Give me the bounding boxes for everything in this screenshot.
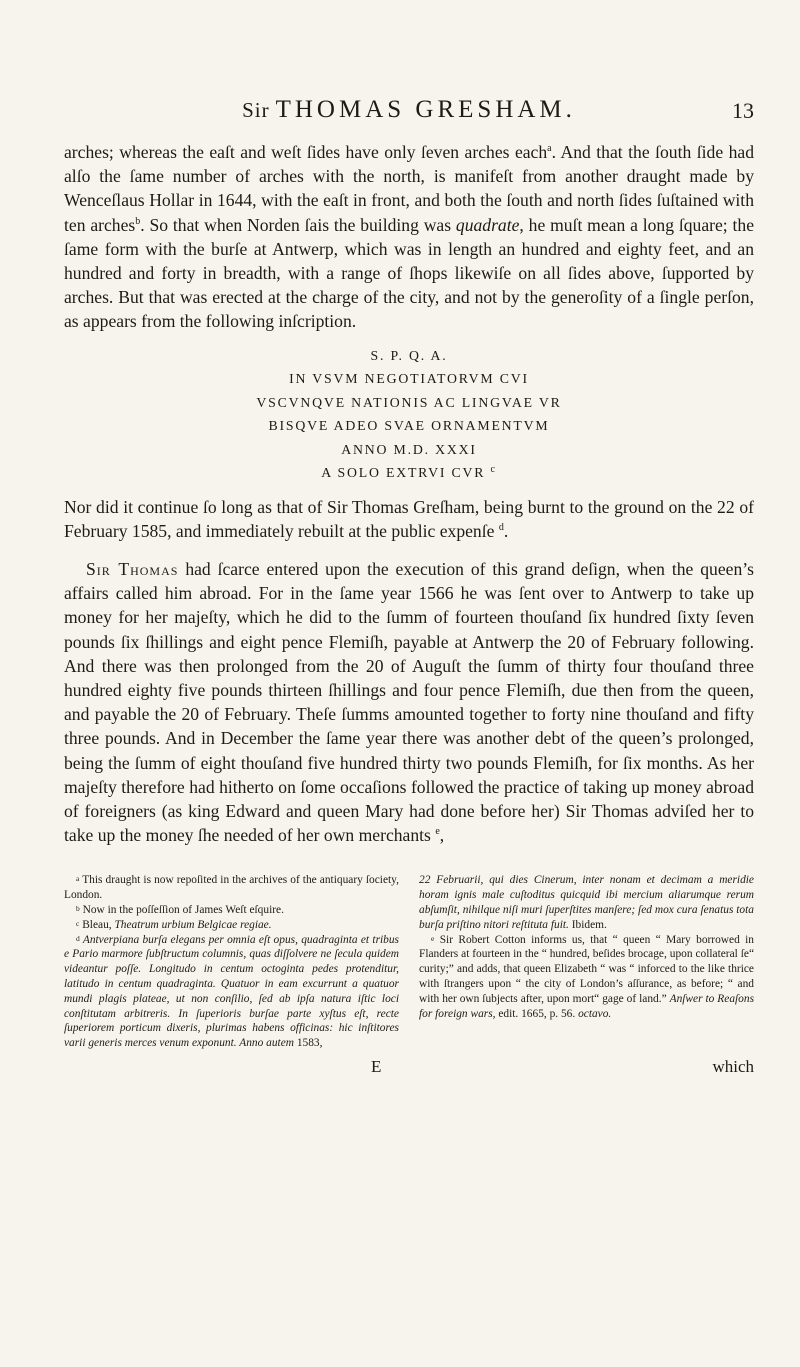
italic-word: quadrate bbox=[455, 214, 520, 235]
footnote-mark: e bbox=[431, 933, 435, 943]
footnote-italic: octavo. bbox=[578, 1007, 612, 1020]
inscription-line: IN VSVM NEGOTIATORVM CVI bbox=[289, 371, 529, 387]
page-number: 13 bbox=[732, 98, 754, 123]
footnote-text: Ibidem. bbox=[568, 918, 607, 931]
footnote-d bbox=[64, 933, 399, 1051]
paragraph-3 bbox=[64, 557, 754, 847]
running-head bbox=[64, 96, 754, 140]
signature-mark: E bbox=[371, 1057, 382, 1077]
inscription-line: BISQVE ADEO SVAE ORNAMENTVM bbox=[268, 418, 550, 434]
footnote-c bbox=[64, 918, 399, 933]
footnote-ref-d: d bbox=[498, 521, 504, 533]
footnote-e bbox=[419, 933, 754, 1022]
main-text bbox=[64, 140, 754, 847]
book-page bbox=[64, 96, 754, 1083]
footnote-mark: d bbox=[76, 933, 80, 943]
footnote-a bbox=[64, 873, 399, 903]
footnote-d-continued bbox=[419, 873, 754, 932]
inscription-text: A SOLO EXTRVI CVR bbox=[321, 465, 486, 481]
footnote-text: Now in the poſſeſſion of James Weſt eſquire. bbox=[79, 904, 284, 917]
footnote-text: This draught is now repoſited in the archives of the antiquary ſociety, London. bbox=[64, 874, 399, 902]
footnote-text: 1583, bbox=[293, 1037, 323, 1050]
text-run: had ſcarce entered upon the execution of this grand deſign, when the queen’s affairs called him abroad. For in the ſame year 1566 he was ſent over to Antwerp to take up money for her majeſty, which he did to the ſumm of fourteen thouſand ſix hundred ſixty ſeven pounds ſix ſhillings and eight pence Flemiſh, payable at Antwerp the 20 of February following. And there was then prolonged from the 20 of Auguſt the ſumm of thirty four thouſand three hundred eighty five pounds thirteen ſhillings and four pence Flemiſh, due then from the queen, and payable the 20 of February. Theſe ſumms amounted together to forty nine thouſand and fifty three pounds. And in December the ſame year there was another debt of the queen’s prolonged, being the ſumm of eight thouſand five hundred thirty two pounds Flemiſh, for ſix months. As her majeſty therefore had hitherto on ſome occaſions followed the practice of taking up money abroad of foreigners (as king Edward and queen Mary had done before her) Sir Thomas adviſed her to take up the money ſhe needed of her own merchants bbox=[64, 559, 754, 846]
running-head-title: THOMAS GRESHAM. bbox=[275, 96, 576, 123]
inscription-line: S. P. Q. A. bbox=[370, 347, 448, 363]
footnote-italic: Theatrum urbium Belgicae regiae. bbox=[114, 918, 272, 931]
text-run: . So that when Norden ſais the building was bbox=[140, 214, 456, 235]
footnote-ref-b: b bbox=[135, 215, 141, 227]
text-run: arches; whereas the eaſt and weſt ſides have only ſeven arches each bbox=[64, 142, 548, 162]
footnotes-right-column bbox=[419, 873, 754, 1051]
footnote-mark: a bbox=[76, 874, 80, 884]
paragraph-1 bbox=[64, 140, 754, 334]
text-run: . And that the ſouth ſide had alſo the ſame number of arches with the north, is manifeſt from another draught made by Wenceſlaus Hollar in 1644, with the eaſt in front, and both the ſouth and north ſides ſuſtained with ten arches bbox=[64, 142, 754, 235]
paragraph-2 bbox=[64, 495, 754, 543]
text-run: Nor did it continue ſo long as that of Sir Thomas Greſham, being burnt to the ground on the 22 of February 1585, and immediately rebuilt at the public expenſe bbox=[64, 496, 754, 541]
text-run: , bbox=[439, 825, 445, 846]
page-footer bbox=[64, 1057, 754, 1083]
footnotes bbox=[64, 873, 754, 1051]
footnotes-left-column bbox=[64, 873, 399, 1051]
footnote-mark: b bbox=[76, 904, 80, 914]
footnote-ref-a: a bbox=[547, 143, 552, 154]
footnote-text: Sir Robert Cotton informs us, that “ queen “ Mary borrowed in Flanders at fourteen in the “ hundred, beſides brocage, upon collateral ſe“ curity;” and adds, that queen Elizabeth “ was “ inforced to the like thrice with ſtrangers upon “ the city of London’s aſſurance, as before; “ and with her own ſubjects after, upon mort“ gage of land.” bbox=[419, 933, 754, 1005]
footnote-b bbox=[64, 903, 399, 918]
lead-in: Sir Thomas bbox=[86, 559, 179, 580]
footnote-italic: Antverpiana burſa elegans per omnia eſt opus, quadraginta et tribus e Pario marmore ſubſtructum columnis, quas diſſolvere ne ſecula quidem videantur poſſe. Longitudo in centum octoginta pedes protenditur, latitudo in centum quadraginta. Quatuor in eam excurrunt a quatuor mundi plagis plateae, ut non conſilio, ſed ab ipſa natura iſtic loci conſtitutam arbitreris. In ſuperioris burſae parte xyſtus eſt, recte ſuperiorem porticum dixeris, plurimas habens officinas: hic inſtitores varii generis merces venum exponunt. Anno autem bbox=[64, 933, 399, 1050]
latin-inscription bbox=[64, 344, 754, 485]
footnote-mark: c bbox=[76, 918, 80, 928]
inscription-line: ANNO M.D. XXXI bbox=[341, 441, 477, 457]
footnote-text: edit. 1665, p. 56. bbox=[495, 1007, 579, 1020]
running-head-prefix: Sir bbox=[242, 98, 270, 122]
footnote-text: Bleau, bbox=[79, 918, 115, 931]
text-run: . bbox=[503, 520, 509, 541]
text-run: , he muſt mean a long ſquare; the ſame form with the burſe at Antwerp, which was in length an hundred and eighty feet, and an hundred and forty in breadth, with a range of ſhops likewiſe on all ſides above, ſupported by arches. But that was erected at the charge of the city, and not by the generoſity of a ſingle perſon, as appears from the following inſcription. bbox=[64, 214, 754, 332]
footnote-italic: Anſwer to Reaſons for foreign wars, bbox=[419, 992, 754, 1020]
footnote-ref-e: e bbox=[435, 826, 440, 838]
footnote-ref-c: c bbox=[490, 464, 497, 476]
inscription-line bbox=[64, 461, 754, 485]
footnote-italic: 22 Februarii, qui dies Cinerum, inter nonam et decimam a meridie horam ignis male cuſtoditus quicquid ibi mercium aliarumque rerum abſumſit, nihilque niſi muri ſuperſtites manſere; ſed mox cura ſenatus tota burſa priſtino nitori reſtituta fuit. bbox=[419, 874, 754, 931]
inscription-line: VSCVNQVE NATIONIS AC LINGVAE VR bbox=[256, 394, 562, 410]
catchword: which bbox=[712, 1057, 754, 1077]
